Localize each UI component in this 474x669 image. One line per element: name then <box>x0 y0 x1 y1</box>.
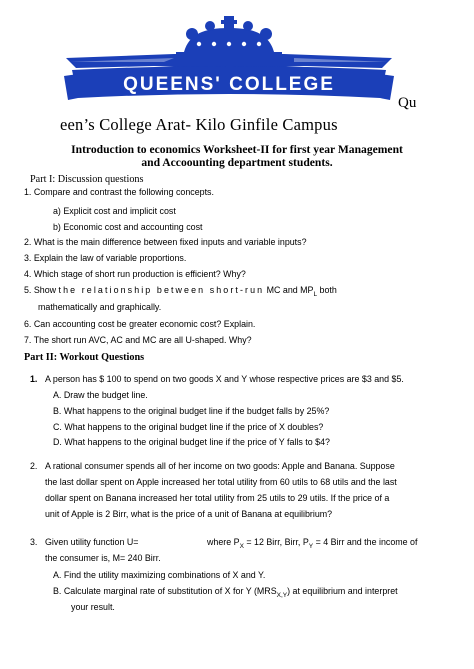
part2-w3-income-label: = 4 Birr and the income of <box>313 537 418 547</box>
part2-w3b-sub: X,Y <box>276 591 288 599</box>
intro-title-line-2: and Accoounting department students. <box>141 156 333 169</box>
part1-q5-cont: mathematically and graphically. <box>38 302 162 312</box>
part2-w1-number: 1. <box>30 374 38 384</box>
part2-w1: A person has $ 100 to spend on two goods X and Y whose respective prices are $3 and $5. <box>45 374 404 384</box>
part2-w3-number: 3. <box>30 537 38 547</box>
part2-w2-line-3: dollar spent on Banana increased her total utility from 25 utils to 29 utils. If the price of a <box>45 493 390 503</box>
part1-q5-mc: MC and MP <box>266 285 314 295</box>
part2-w1c: C. What happens to the original budget line if the price of X doubles? <box>53 422 324 432</box>
part2-w3-price-x-sub: X <box>239 542 244 550</box>
part2-w3b-text-2: ) at equilibrium and interpret <box>287 586 398 596</box>
part2-w2-line-4: unit of Apple is 2 Birr, what is the price of a unit of Banana at equilibrium? <box>45 509 333 519</box>
part1-q1: 1. Compare and contrast the following concepts. <box>24 187 214 197</box>
logo-text: QUEENS' COLLEGE <box>123 74 335 95</box>
part1-q7: 7. The short run AVC, AC and MC are all U-shaped. Why? <box>24 335 252 345</box>
part1-q2: 2. What is the main difference between fixed inputs and variable inputs? <box>24 237 307 247</box>
part2-w2-line-2: the last dollar spent on Apple increased her total utility from 60 utils to 68 utils and the last <box>45 477 397 487</box>
part2-heading: Part II: Workout Questions <box>24 352 145 363</box>
part2-w3b-cont: your result. <box>71 602 115 612</box>
part2-w2-number: 2. <box>30 461 38 471</box>
college-logo-icon <box>64 14 394 114</box>
part1-q4: 4. Which stage of short run production is efficient? Why? <box>24 269 246 279</box>
part2-w3-prices <box>207 537 417 550</box>
part2-w1b: B. What happens to the original budget line if the budget falls by 25%? <box>53 406 330 416</box>
part1-q3: 3. Explain the law of variable proportions. <box>24 253 187 263</box>
part2-w1a: A. Draw the budget line. <box>53 390 148 400</box>
part1-q5-sub: L <box>313 290 318 298</box>
part1-q5-spaced: the relationship between short-run <box>58 285 265 295</box>
part2-w3a: A. Find the utility maximizing combinations of X and Y. <box>53 570 266 580</box>
part2-w3b <box>53 586 398 599</box>
part1-q1a: a) Explicit cost and implicit cost <box>53 206 176 216</box>
part2-w3b-text-1: B. Calculate marginal rate of substitution of X for Y (MRS <box>53 586 277 596</box>
part2-w3-price-y-label: = 12 Birr, Birr, P <box>243 537 309 547</box>
part2-w3-utility-label: Given utility function U= <box>45 537 139 547</box>
part1-q5-lead: 5. Show <box>24 285 57 295</box>
part1-q5 <box>24 285 337 298</box>
campus-title: een’s College Arat- Kilo Ginfile Campus <box>60 115 338 134</box>
part1-q5-both: both <box>317 285 337 295</box>
part1-q6: 6. Can accounting cost be greater economic cost? Explain. <box>24 319 256 329</box>
header-qu-fragment: Qu <box>398 95 417 111</box>
part2-w1d: D. What happens to the original budget line if the price of Y falls to $4? <box>53 437 330 447</box>
part2-w3-line-2: the consumer is, M= 240 Birr. <box>45 553 161 563</box>
part2-w3-price-x-label: where P <box>207 537 240 547</box>
part2-w2-line-1: A rational consumer spends all of her income on two goods: Apple and Banana. Suppose <box>45 461 395 471</box>
intro-title-line-1: Introduction to economics Worksheet-II for first year Management <box>71 143 403 156</box>
part2-w3-price-y-sub: Y <box>308 542 314 550</box>
part1-q1b: b) Economic cost and accounting cost <box>53 222 203 232</box>
part1-heading: Part I: Discussion questions <box>30 174 144 185</box>
